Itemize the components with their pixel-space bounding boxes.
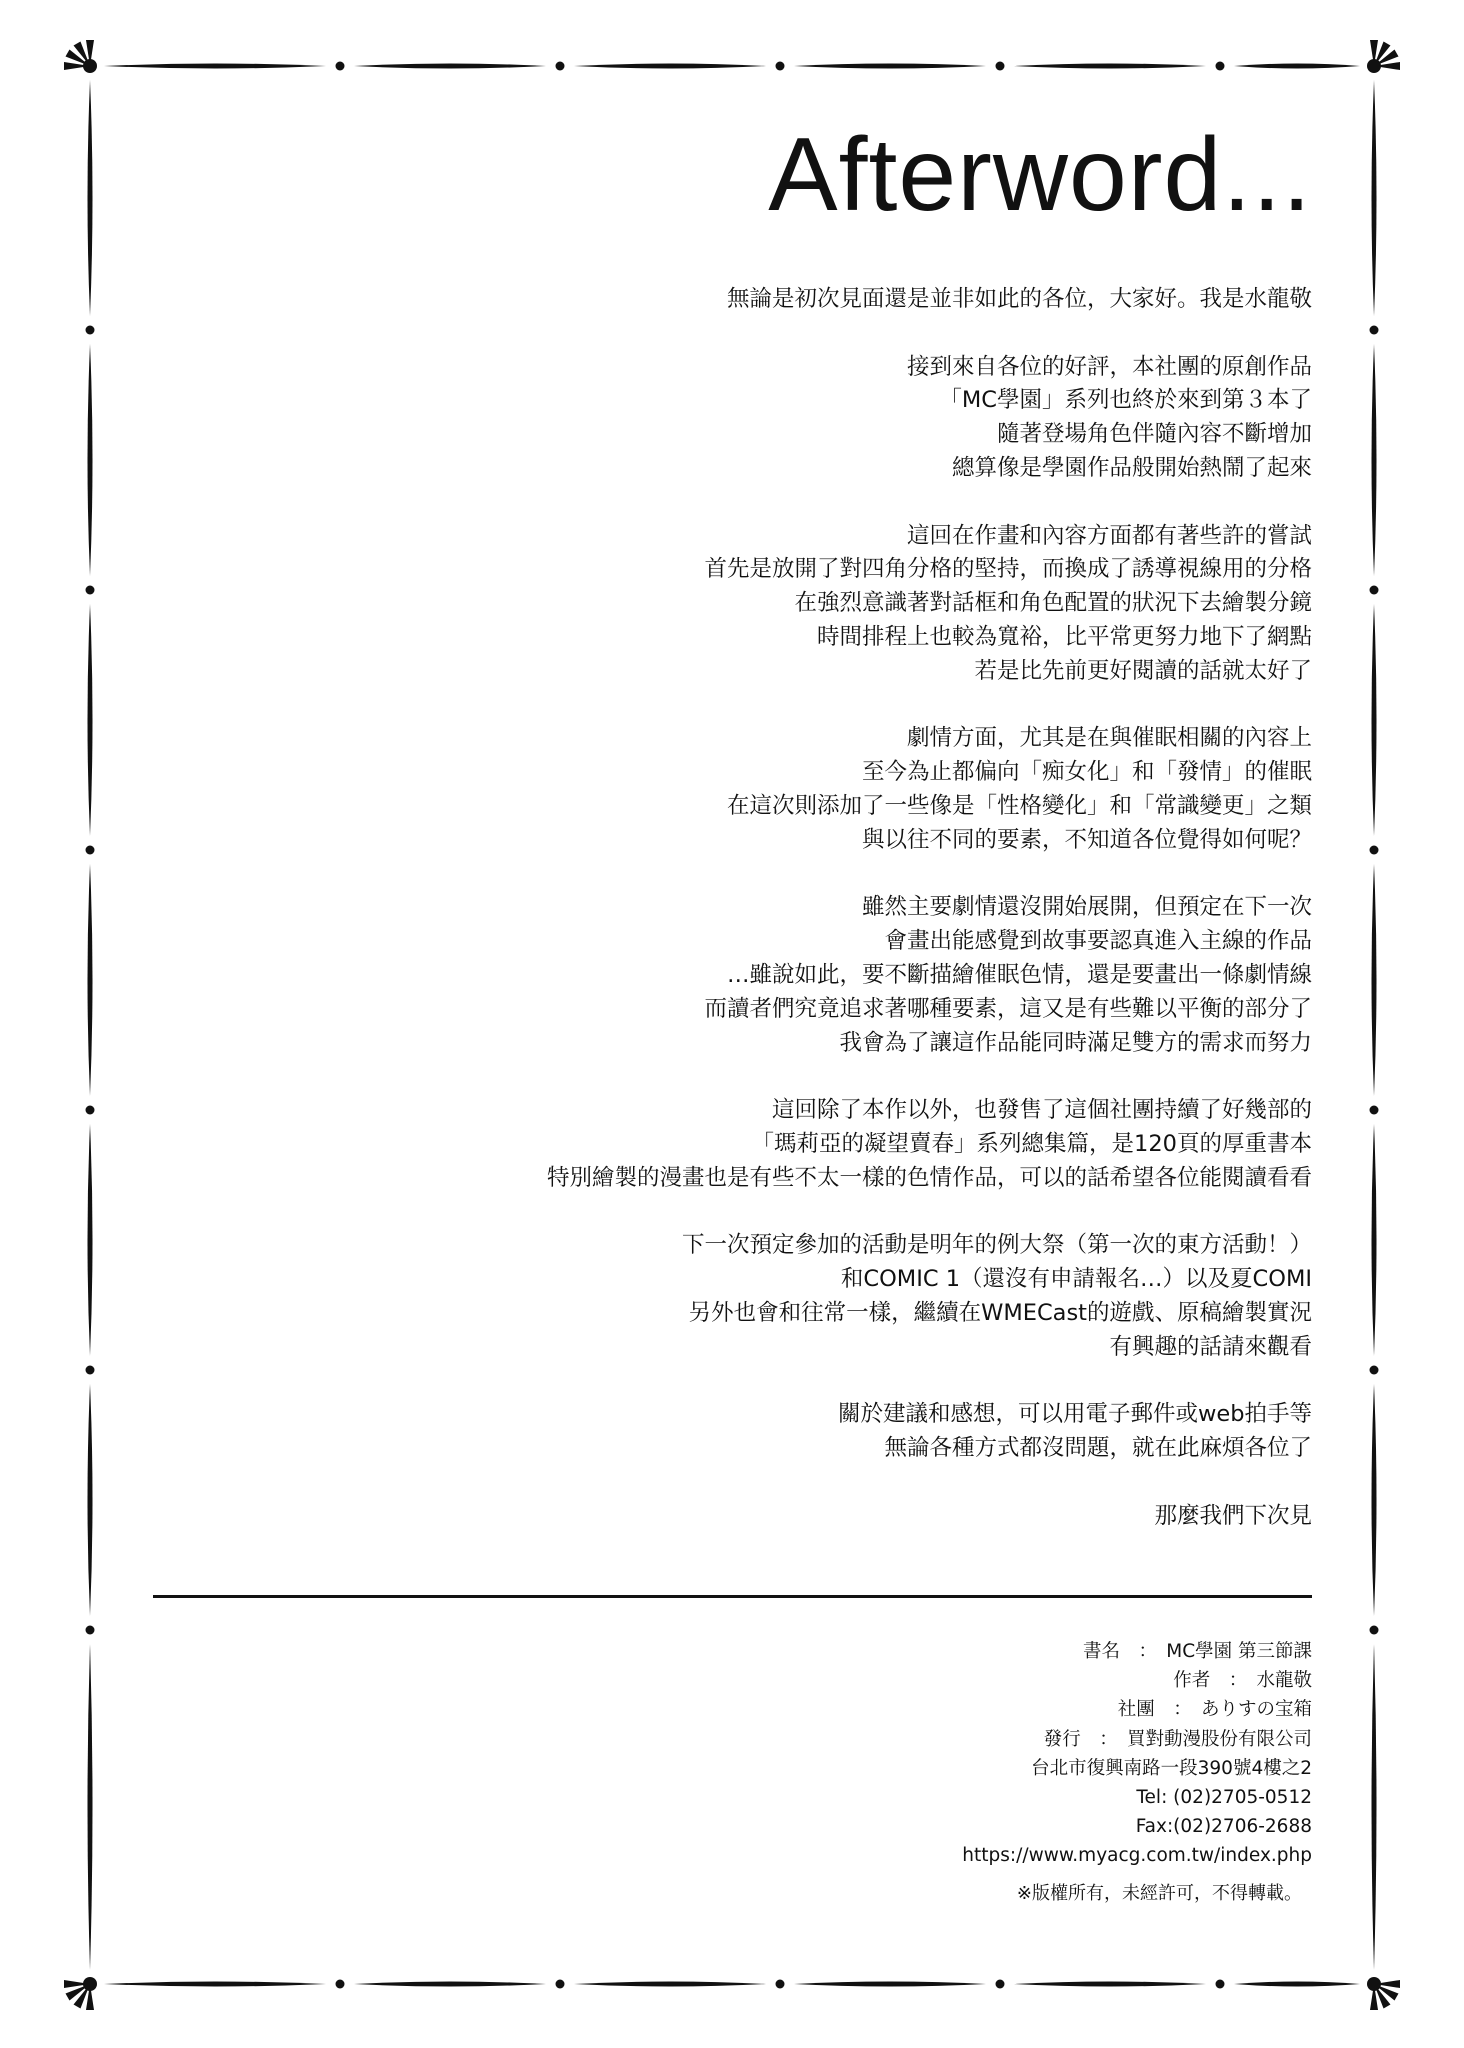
- text-line: 時間排程上也較為寬裕，比平常更努力地下了網點: [816, 623, 1312, 650]
- text-line: 有興趣的話請來觀看: [1109, 1333, 1312, 1360]
- paragraph: [172, 351, 1312, 486]
- paragraph: [172, 891, 1312, 1060]
- text-line: 下一次預定參加的活動是明年的例大祭（第一次的東方活動！）: [681, 1232, 1312, 1259]
- text-line: 隨著登場角色伴隨內容不斷增加: [996, 421, 1312, 448]
- text-line: 這回在作畫和內容方面都有著些許的嘗試: [906, 522, 1312, 549]
- text-line: 這回除了本作以外，也發售了這個社團持續了好幾部的: [771, 1097, 1312, 1124]
- text-line: 和COMIC 1（還沒有申請報名…）以及夏COMI: [840, 1266, 1312, 1293]
- text-line: 若是比先前更好閱讀的話就太好了: [974, 657, 1312, 684]
- page-title: Afterword...: [768, 117, 1312, 233]
- paragraph: [172, 1094, 1312, 1195]
- text-line: 另外也會和往常一樣，繼續在WMECast的遊戲、原稿繪製實況: [688, 1299, 1312, 1326]
- text-line: 在這次則添加了一些像是「性格變化」和「常識變更」之類: [726, 792, 1312, 819]
- text-line: 那麼我們下次見: [1154, 1502, 1312, 1529]
- text-line: 首先是放開了對四角分格的堅持，而換成了誘導視線用的分格: [704, 556, 1312, 583]
- text-line: 劇情方面，尤其是在與催眠相關的內容上: [906, 725, 1312, 752]
- text-line: 在強烈意識著對話框和角色配置的狀況下去繪製分鏡: [794, 590, 1312, 617]
- text-line: 會畫出能感覺到故事要認真進入主線的作品: [884, 928, 1312, 955]
- colophon: [962, 1637, 1312, 1871]
- text-line: 我會為了讓這作品能同時滿足雙方的需求而努力: [839, 1029, 1312, 1056]
- text-line: 特別繪製的漫畫也是有些不太一樣的色情作品，可以的話希望各位能閱讀看看: [546, 1164, 1312, 1191]
- copyright-notice: ※版權所有，未經許可，不得轉載。: [1016, 1883, 1302, 1904]
- colophon-row: 書名 ： MC學園 第三節課: [1082, 1641, 1312, 1662]
- text-line: 「瑪莉亞的凝望賣春」系列總集篇，是120頁的厚重書本: [751, 1130, 1312, 1157]
- paragraph: [172, 283, 1312, 317]
- colophon-row: https://www.myacg.com.tw/index.php: [962, 1845, 1312, 1867]
- text-line: 雖然主要劇情還沒開始展開，但預定在下一次: [861, 894, 1312, 921]
- text-line: 與以往不同的要素，不知道各位覺得如何呢？: [861, 826, 1312, 853]
- text-line: 無論各種方式都沒問題，就在此麻煩各位了: [884, 1435, 1312, 1462]
- colophon-row: Fax:(02)2706-2688: [1135, 1816, 1312, 1838]
- text-line: 總算像是學園作品般開始熱鬧了起來: [951, 454, 1312, 481]
- colophon-row: 作者 ： 水龍敬: [1173, 1670, 1312, 1692]
- paragraph: [172, 520, 1312, 689]
- divider: [153, 1595, 1312, 1598]
- colophon-row: 台北市復興南路一段390號4樓之2: [1031, 1757, 1312, 1779]
- text-line: 至今為止都偏向「痴女化」和「發情」的催眠: [861, 759, 1312, 786]
- paragraph: [172, 722, 1312, 857]
- colophon-row: Tel: (02)2705-0512: [1136, 1787, 1312, 1809]
- paragraph: [172, 1500, 1312, 1534]
- text-line: 「MC學園」系列也終於來到第３本了: [939, 387, 1312, 414]
- text-line: 接到來自各位的好評，本社團的原創作品: [906, 353, 1312, 380]
- paragraph: [172, 1229, 1312, 1364]
- text-line: 無論是初次見面還是並非如此的各位，大家好。我是水龍敬: [726, 286, 1312, 312]
- text-line: 而讀者們究竟追求著哪種要素，這又是有些難以平衡的部分了: [704, 995, 1312, 1022]
- text-line: …雖說如此，要不斷描繪催眠色情，還是要畫出一條劇情線: [726, 961, 1312, 988]
- colophon-row: 社團 ： ありすの宝箱: [1117, 1699, 1312, 1721]
- text-line: 關於建議和感想，可以用電子郵件或web拍手等: [837, 1401, 1312, 1428]
- colophon-row: 發行 ： 買對動漫股份有限公司: [1043, 1728, 1312, 1750]
- afterword-text: [172, 283, 1312, 1567]
- paragraph: [172, 1398, 1312, 1466]
